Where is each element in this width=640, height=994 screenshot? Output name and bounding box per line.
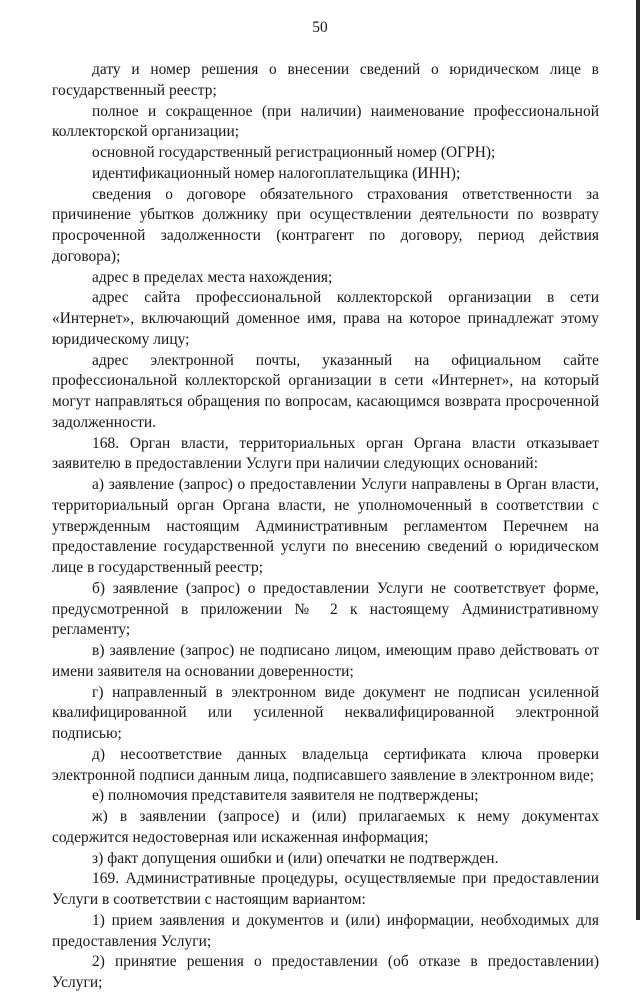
paragraph: 2) принятие решения о предоставлении (об отказе в предоставлении) Услуги; [52, 953, 599, 991]
paragraph: основной государственный регистрационный номер (ОГРН); [92, 144, 496, 161]
paragraph: е) полномочия представителя заявителя не подтверждены; [92, 787, 479, 805]
paragraph: д) несоответствие данных владельца сертификата ключа проверки электронной подписи данным лица, подписавшего заявление в электронном виде; [52, 745, 599, 784]
paragraph: г) направленный в электронном виде документ не подписан усиленной квалифицированной или усиленной неквалифицированной электронной подписью; [52, 683, 599, 742]
paragraph: ж) в заявлении (запросе) и (или) прилагаемых к нему документах содержится недостоверная или искаженная информация; [52, 808, 599, 846]
paragraph: а) заявление (запрос) о предоставлении Услуги направлены в Орган власти, территориальный орган Органа власти, не уполномоченный в соответствии с утвержденным настоящим Административным регламентом Перечнем на предоставление государственной услуги по внесению сведений о юридическом лице в государственный реестр; [52, 476, 599, 576]
paragraph: адрес электронной почты, указанный на официальном сайте профессиональной коллекторской организации в сети «Интернет», на который могут направляться обращения по вопросам, касающимся возврата просроченной задолженности. [52, 351, 599, 431]
scan-edge [636, 0, 640, 920]
paragraph: адрес сайта профессиональной коллекторской организации в сети «Интернет», включающий доменное имя, права на которое принадлежат этому юридическому лицу; [52, 289, 599, 348]
paragraph: 168. Орган власти, территориальных орган Органа власти отказывает заявителю в предоставлении Услуги при наличии следующих оснований: [52, 434, 599, 473]
paragraph: сведения о договоре обязательного страхования ответственности за причинение убытков должнику при осуществлении деятельности по возврату просроченной задолженности (контрагент по договору, период действия договора); [52, 185, 599, 265]
document-body [52, 60, 599, 994]
paragraph: в) заявление (запрос) не подписано лицом, имеющим право действовать от имени заявителя на основании доверенности; [52, 642, 599, 680]
paragraph: 1) прием заявления и документов и (или) информации, необходимых для предоставления Услуги; [52, 911, 599, 950]
paragraph: б) заявление (запрос) о предоставлении Услуги не соответствует форме, предусмотренной в приложении № 2 к настоящему Административному регламенту; [52, 579, 599, 639]
paragraph: з) факт допущения ошибки и (или) опечатки не подтвержден. [92, 849, 499, 867]
paragraph: 169. Административные процедуры, осуществляемые при предоставлении Услуги в соответствии с настоящим вариантом: [52, 870, 599, 908]
paragraph: адрес в пределах места нахождения; [92, 268, 333, 286]
paragraph: дату и номер решения о внесении сведений о юридическом лице в государственный реестр; [52, 61, 599, 99]
page-number: 50 [312, 19, 328, 36]
paragraph: полное и сокращенное (при наличии) наименование профессиональной коллекторской организации; [52, 102, 599, 141]
paragraph: идентификационный номер налогоплательщика (ИНН); [92, 164, 461, 182]
